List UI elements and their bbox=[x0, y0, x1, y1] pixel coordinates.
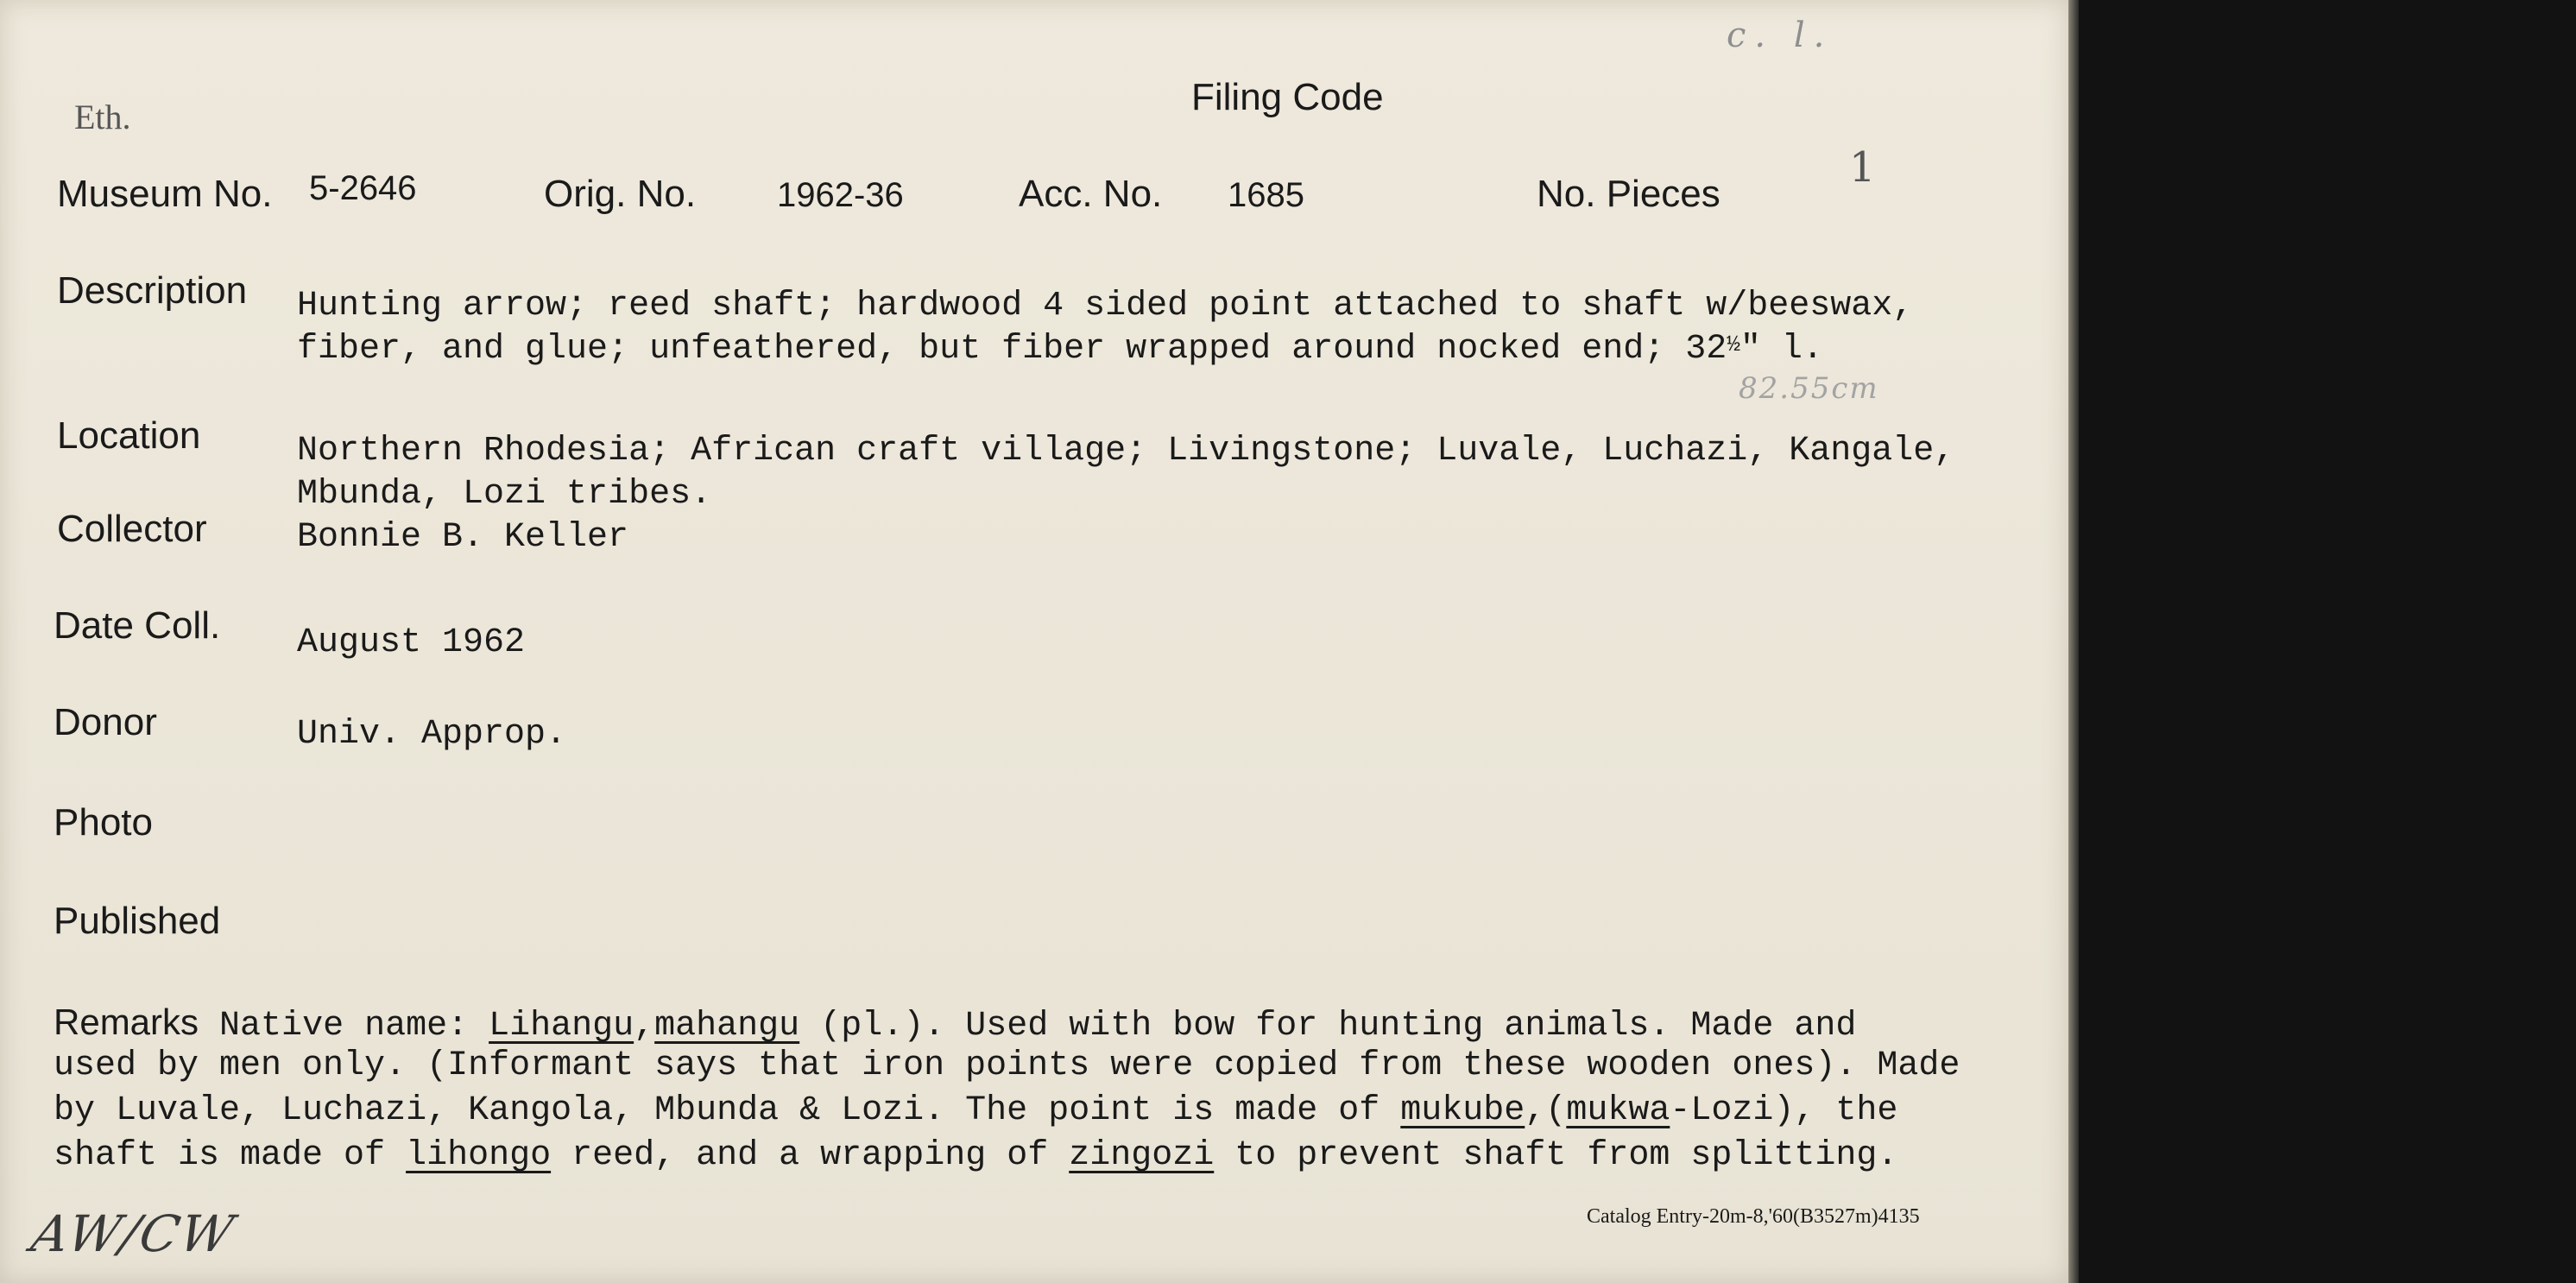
orig-no-label: Orig. No. bbox=[544, 173, 697, 215]
description-line-2 bbox=[297, 330, 1823, 369]
remarks-label: Remarks bbox=[54, 1002, 199, 1042]
handwritten-signature: AW/CW bbox=[26, 1204, 240, 1263]
native-name-mukube: mukube bbox=[1400, 1091, 1525, 1130]
published-label: Published bbox=[54, 900, 221, 942]
donor-label: Donor bbox=[54, 701, 157, 743]
date-coll-label: Date Coll. bbox=[54, 604, 221, 647]
remarks-l3-b: ,( bbox=[1525, 1091, 1567, 1130]
museum-no-label: Museum No. bbox=[57, 173, 273, 215]
remarks-l4-b: reed, and a wrapping of bbox=[571, 1136, 1049, 1175]
photo-label: Photo bbox=[54, 801, 153, 844]
orig-no-value: 1962-36 bbox=[777, 176, 904, 214]
remarks-l4-c: to prevent shaft from splitting. bbox=[1234, 1136, 1898, 1175]
description-fraction: ½ bbox=[1727, 332, 1740, 357]
remarks-line-4 bbox=[54, 1136, 1897, 1175]
description-metric-note: 82.55cm bbox=[1739, 371, 1879, 406]
location-line-1: Northern Rhodesia; African craft village; Livingstone; Luvale, Luchazi, Kangale, bbox=[297, 432, 1955, 471]
card-edge-shadow bbox=[2068, 0, 2079, 1283]
remarks-l4-a: shaft is made of bbox=[54, 1136, 386, 1175]
native-name-lihangu: Lihangu bbox=[489, 1007, 635, 1046]
description-line-2-text: fiber, and glue; unfeathered, but fiber wrapped around nocked end; 32 bbox=[297, 330, 1727, 369]
department-label: Eth. bbox=[74, 98, 131, 136]
date-coll-value: August 1962 bbox=[297, 623, 526, 662]
description-line-2-end: " l. bbox=[1739, 330, 1823, 369]
corner-initials: c. l. bbox=[1727, 16, 1834, 55]
remarks-line-2: used by men only. (Informant says that iron points were copied from these wooden ones). Made bbox=[54, 1046, 1960, 1085]
filing-code-label: Filing Code bbox=[1191, 76, 1384, 118]
location-line-2: Mbunda, Lozi tribes. bbox=[297, 475, 712, 514]
acc-no-label: Acc. No. bbox=[1019, 173, 1163, 215]
catalog-entry-footer: Catalog Entry-20m-8,'60(B3527m)4135 bbox=[1587, 1205, 1920, 1228]
description-label: Description bbox=[57, 269, 248, 312]
remarks-l1-a: Native name: bbox=[219, 1007, 469, 1046]
native-name-zingozi: zingozi bbox=[1069, 1136, 1215, 1175]
no-pieces-label: No. Pieces bbox=[1537, 173, 1720, 215]
native-name-mukwa: mukwa bbox=[1566, 1091, 1670, 1130]
remarks-line-1 bbox=[54, 1002, 1856, 1046]
location-label: Location bbox=[57, 414, 201, 457]
donor-value: Univ. Approp. bbox=[297, 715, 567, 754]
remarks-l1-c: (pl.). Used with bow for hunting animals. Made and bbox=[820, 1007, 1857, 1046]
remarks-l3-a: by Luvale, Luchazi, Kangola, Mbunda & Lozi. The point is made of bbox=[54, 1091, 1380, 1130]
museum-no-value: 5-2646 bbox=[309, 169, 417, 207]
remarks-line-3 bbox=[54, 1091, 1897, 1130]
remarks-l1-b: , bbox=[634, 1007, 655, 1046]
native-name-mahangu: mahangu bbox=[654, 1007, 800, 1046]
no-pieces-value: 1 bbox=[1849, 143, 1876, 192]
collector-value: Bonnie B. Keller bbox=[297, 518, 629, 557]
remarks-l3-c: -Lozi), the bbox=[1670, 1091, 1898, 1130]
collector-label: Collector bbox=[57, 508, 207, 550]
native-name-lihongo: lihongo bbox=[406, 1136, 552, 1175]
description-line-1: Hunting arrow; reed shaft; hardwood 4 sided point attached to shaft w/beeswax, bbox=[297, 287, 1914, 325]
acc-no-value: 1685 bbox=[1228, 176, 1304, 214]
